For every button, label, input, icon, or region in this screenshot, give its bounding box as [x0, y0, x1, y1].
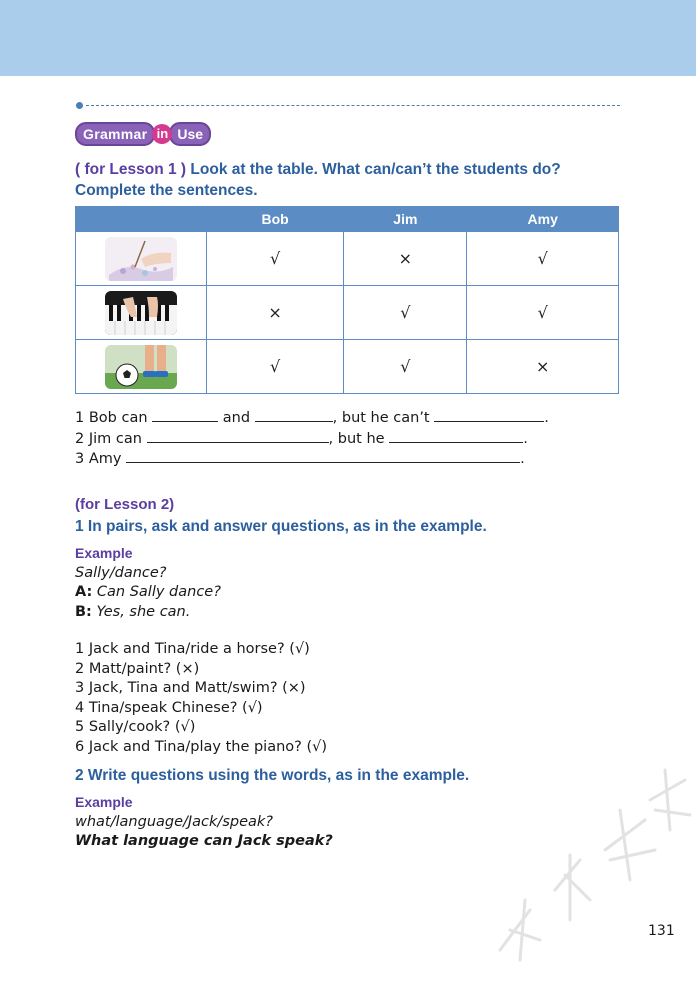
list-item: 2 Matt/paint? (×) — [75, 660, 200, 677]
sentence-text: Amy — [88, 451, 127, 467]
sentence-number: 1 — [75, 410, 85, 426]
example-line-a — [75, 583, 221, 603]
answer-blank[interactable] — [255, 408, 333, 422]
example-a-text: Can Sally dance? — [92, 584, 221, 600]
lesson1-instruction — [75, 159, 625, 201]
divider-dot — [76, 102, 83, 109]
example-b-text: Yes, she can. — [91, 603, 191, 620]
mark-amy-football: × — [467, 340, 619, 394]
logo-in: in — [152, 124, 172, 144]
logo-grammar: Grammar — [75, 122, 155, 146]
table-header-amy: Amy — [467, 207, 619, 232]
answer-blank[interactable] — [389, 429, 523, 443]
table-row — [76, 232, 619, 286]
example-label: Example — [75, 545, 133, 561]
table-header-bob: Bob — [207, 207, 344, 232]
sentence-text: , but he can’t — [332, 410, 435, 426]
example-prompt: Sally/dance? — [75, 564, 167, 581]
piano-picture — [105, 291, 177, 335]
mark-amy-paint: √ — [467, 232, 619, 286]
sentence-text: . — [520, 451, 525, 467]
sentence-1 — [75, 408, 549, 429]
answer-blank[interactable] — [147, 429, 329, 443]
table-header-row — [76, 207, 619, 232]
sentence-2 — [75, 429, 549, 450]
sentence-text: . — [523, 430, 528, 447]
list-item: 4 Tina/speak Chinese? (√) — [75, 699, 263, 716]
answer-blank[interactable] — [152, 408, 218, 422]
example2-answer: What language can Jack speak? — [75, 833, 333, 849]
table-header-blank — [76, 207, 207, 232]
grammar-in-use-logo — [75, 122, 211, 146]
sentence-text: and — [218, 410, 255, 426]
table-row — [76, 286, 619, 340]
answer-blank[interactable] — [434, 408, 544, 422]
task1-heading: 1 In pairs, ask and answer questions, as in the example. — [75, 518, 487, 535]
sentence-completion — [75, 408, 549, 470]
mark-jim-football: √ — [344, 340, 467, 394]
activity-cell — [76, 286, 207, 340]
table-row — [76, 340, 619, 394]
list-item: 3 Jack, Tina and Matt/swim? (×) — [75, 680, 306, 696]
section-divider — [76, 102, 620, 110]
example-line-b — [75, 603, 221, 623]
sentence-text: Jim can — [88, 430, 147, 447]
table-header-jim: Jim — [344, 207, 467, 232]
mark-jim-piano: √ — [344, 286, 467, 340]
list-item: 6 Jack and Tina/play the piano? (√) — [75, 738, 328, 755]
example-block-2 — [75, 793, 333, 852]
abilities-table — [75, 206, 619, 394]
activity-cell — [76, 340, 207, 394]
sentence-number: 2 — [75, 430, 85, 447]
sentence-text: Bob can — [88, 410, 153, 426]
football-picture — [105, 345, 177, 389]
question-list — [75, 640, 327, 757]
example2-prompt: what/language/Jack/speak? — [75, 813, 273, 830]
mark-bob-piano: × — [207, 286, 344, 340]
lesson2-label: (for Lesson 2) — [75, 496, 175, 513]
example-block-1 — [75, 544, 221, 622]
logo-use: Use — [169, 122, 211, 146]
sentence-text: , but he — [328, 430, 390, 447]
mark-bob-football: √ — [207, 340, 344, 394]
sentence-3 — [75, 449, 549, 470]
top-header-band — [0, 0, 696, 76]
publisher-watermark — [470, 760, 696, 980]
lesson1-instruction-text: Look at the table. What can/can’t the students do? Complete the sentences. — [75, 161, 561, 199]
divider-dashes — [86, 105, 620, 106]
list-item: 1 Jack and Tina/ride a horse? (√) — [75, 641, 310, 657]
task2-heading: 2 Write questions using the words, as in the example. — [75, 767, 470, 784]
page-number: 131 — [648, 923, 675, 939]
example2-label: Example — [75, 794, 133, 810]
list-item: 5 Sally/cook? (√) — [75, 719, 196, 735]
speaker-a: A: — [75, 584, 93, 600]
painting-picture — [105, 237, 177, 281]
sentence-number: 3 — [75, 451, 85, 467]
answer-blank[interactable] — [126, 449, 520, 463]
activity-cell — [76, 232, 207, 286]
mark-jim-paint: × — [344, 232, 467, 286]
mark-amy-piano: √ — [467, 286, 619, 340]
lesson1-label: ( for Lesson 1 ) — [75, 161, 187, 178]
sentence-text: . — [544, 410, 549, 426]
mark-bob-paint: √ — [207, 232, 344, 286]
speaker-b: B: — [75, 603, 92, 620]
